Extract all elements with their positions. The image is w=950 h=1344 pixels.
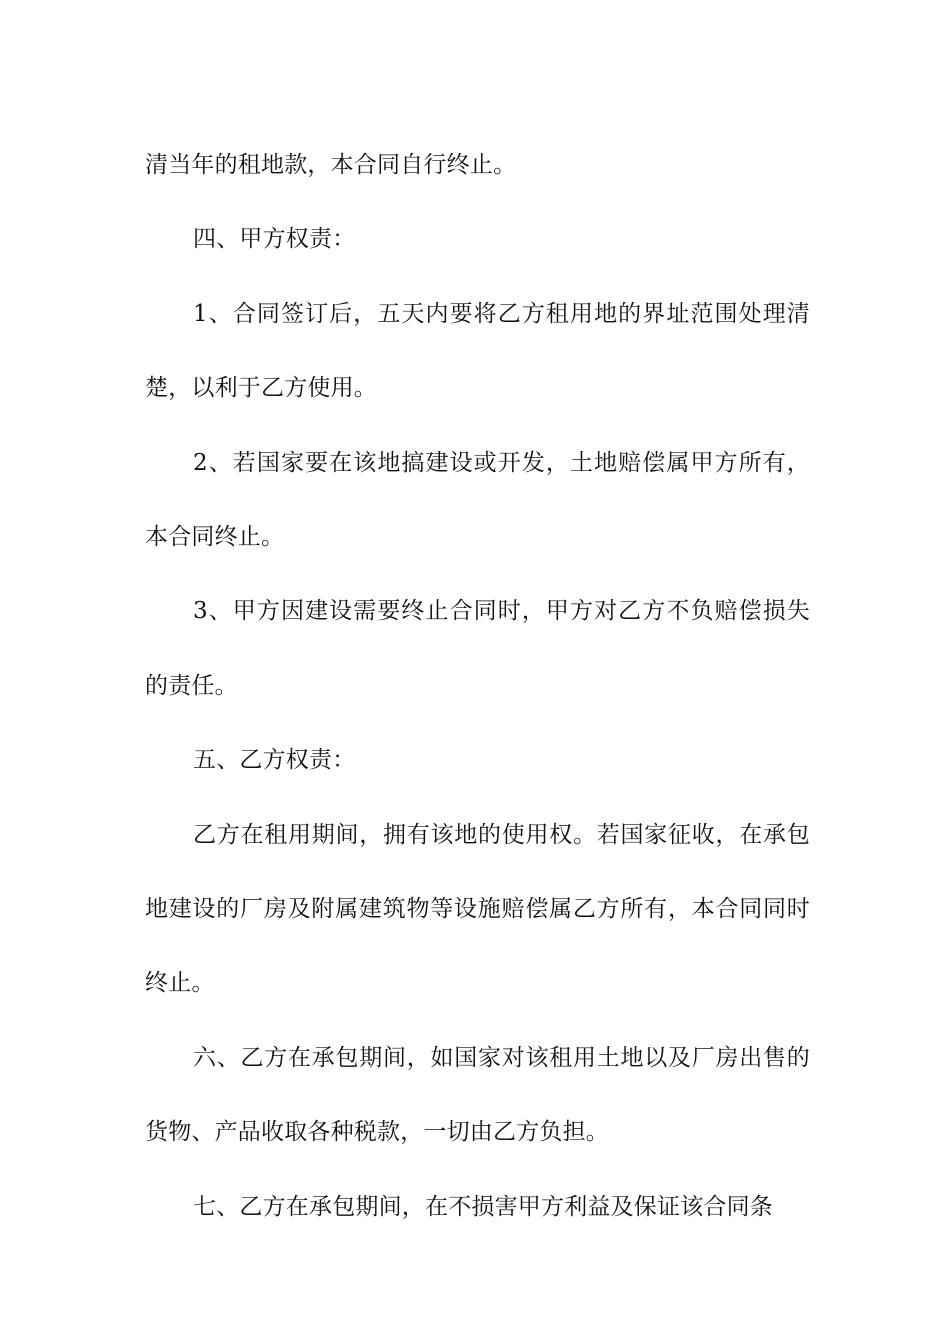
- clause-party-b-usage: 乙方在租用期间，拥有该地的使用权。若国家征收，在承包地建设的厂房及附属建筑物等设施赔偿属乙方所有，本合同同时终止。: [145, 821, 810, 997]
- clause-party-a-2: 2、若国家要在该地搞建设或开发，土地赔偿属甲方所有，本合同终止。: [145, 449, 810, 551]
- section-six-taxes: 六、乙方在承包期间，如国家对该租用土地以及厂房出售的货物、产品收取各种税款，一切由乙方负担。: [145, 1044, 810, 1146]
- section-heading-party-b-rights: 五、乙方权责：: [193, 747, 356, 774]
- paragraph-continuation: 清当年的租地款，本合同自行终止。: [145, 152, 517, 178]
- clause-party-a-3: 3、甲方因建设需要终止合同时，甲方对乙方不负赔偿损失的责任。: [145, 598, 810, 699]
- section-seven-partial: 七、乙方在承包期间，在不损害甲方利益及保证该合同条: [193, 1193, 773, 1220]
- section-heading-party-a-rights: 四、甲方权责：: [193, 226, 356, 253]
- document-body: [145, 128, 810, 1244]
- clause-party-a-1: 1、合同签订后，五天内要将乙方租用地的界址范围处理清楚，以利于乙方使用。: [145, 300, 810, 402]
